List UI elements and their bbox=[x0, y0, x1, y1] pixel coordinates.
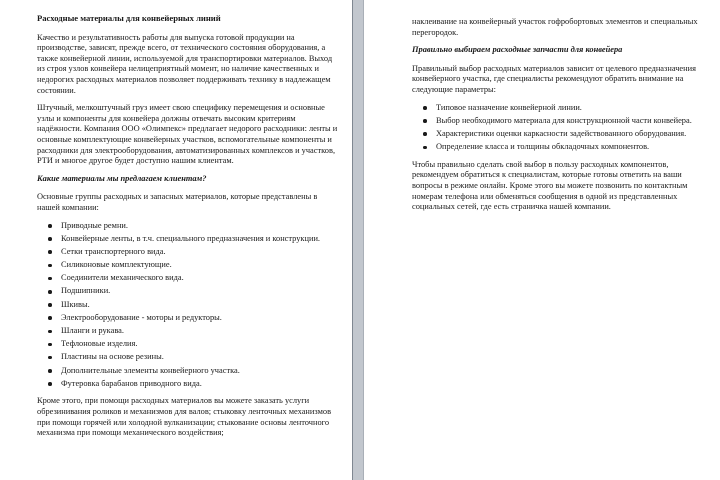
parameters-list bbox=[412, 103, 706, 153]
page-separator bbox=[352, 0, 364, 480]
list-item: Силиконовые комплектующие. bbox=[61, 260, 342, 271]
subheading-choose: Правильно выбираем расходные запчасти для конвейера bbox=[412, 45, 623, 55]
list-item: Сетки транспортерного вида. bbox=[61, 247, 342, 258]
paragraph-cargo: Штучный, мелкоштучный груз имеет свою специфику перемещения и основные узлы и компоненты для конвейера должны отвечать высоким критериям надёжности. Компания ООО «Олимпекс» предлагает недорого расходники: ленты и основные комплектующие конвейерных участков, вспомогательные компоненты и расходники для электрооборудования, автоматизированных комплексов и участков, РТИ и многое другое будет доступно нашим клиентам. bbox=[37, 103, 338, 166]
list-item: Футеровка барабанов приводного вида. bbox=[61, 379, 342, 390]
list-item: Тефлоновые изделия. bbox=[61, 339, 342, 350]
list-item: Дополнительные элементы конвейерного участка. bbox=[61, 366, 342, 377]
list-item: Шкивы. bbox=[61, 300, 342, 311]
materials-list bbox=[37, 221, 342, 390]
document-page-left bbox=[0, 0, 352, 480]
list-item: Шланги и рукава. bbox=[61, 326, 342, 337]
paragraph-contact: Чтобы правильно сделать свой выбор в пользу расходных компонентов, рекомендуем обратиться к специалистам, которые готовы ответить на ваши вопросы в режиме онлайн. Кроме этого вы можете позвонить по контактным номерам телефона или обменяться сообщения в одной из представленных социальных сетей, где есть страничка нашей компании. bbox=[412, 159, 688, 212]
list-item: Конвейерные ленты, в т.ч. специального предназначения и конструкции. bbox=[61, 234, 342, 245]
list-item: Характеристики оценки каркасности задействованного оборудования. bbox=[436, 129, 706, 140]
paragraph-services: Кроме этого, при помощи расходных материалов вы можете заказать услуги обрезинивания роликов и механизмов для валов; стыковку ленточных механизмов при помощи горячей или холодной вулканизации; стыкование основы ленточного механизма при помощи механического воздействия; bbox=[37, 396, 332, 438]
paragraph-choice: Правильный выбор расходных материалов зависит от целевого предназначения конвейерного участка, где специалисты рекомендуют обратить внимание на следующие параметры: bbox=[412, 63, 696, 94]
subheading-materials: Какие материалы мы предлагаем клиентам? bbox=[37, 173, 207, 183]
list-item: Пластины на основе резины. bbox=[61, 352, 342, 363]
paragraph-continuation: наклеивание на конвейерный участок гофробортовых элементов и специальных перегородок. bbox=[412, 17, 698, 37]
list-item: Определение класса и толщины обкладочных компонентов. bbox=[436, 142, 706, 153]
list-item: Приводные ремни. bbox=[61, 221, 342, 232]
document-title: Расходные материалы для конвейерных линий bbox=[37, 13, 221, 23]
list-item: Электрооборудование - моторы и редукторы. bbox=[61, 313, 342, 324]
paragraph-groups-intro: Основные группы расходных и запасных материалов, которые представлены в нашей компании: bbox=[37, 192, 318, 212]
document-page-right bbox=[364, 0, 720, 480]
list-item: Выбор необходимого материала для конструкционной части конвейера. bbox=[436, 116, 706, 127]
paragraph-intro: Качество и результативность работы для выпуска готовой продукции на производстве, зависят, прежде всего, от технического состояния оборудования, а также конвейерной линии, используемой для транспортировки материалов. Выход из строя узлов конвейера нелицеприятный момент, но наличие качественных и недорогих расходных материалов позволяет поддерживать технику в надлежащем состоянии. bbox=[37, 32, 333, 95]
list-item: Типовое назначение конвейерной линии. bbox=[436, 103, 706, 114]
list-item: Подшипники. bbox=[61, 286, 342, 297]
list-item: Соединители механического вида. bbox=[61, 273, 342, 284]
